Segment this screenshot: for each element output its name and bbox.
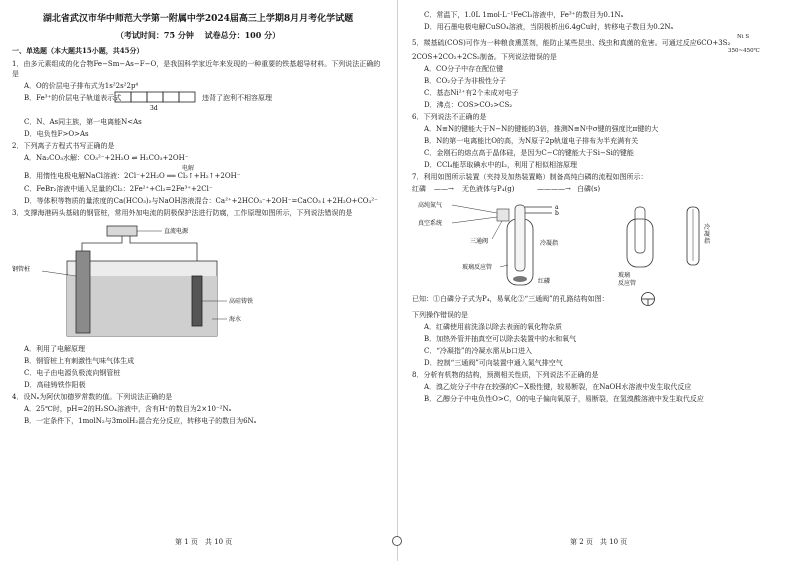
q7-option-b: B．加热外管并抽真空可以除去装置中的水和氧气 <box>424 335 577 343</box>
right-column <box>412 6 784 406</box>
left-column <box>12 6 384 428</box>
q7-ask: 下列操作错误的是 <box>412 311 468 319</box>
page-number-right: 第 2 页 共 10 页 <box>570 538 628 546</box>
electrolysis-condition: 电解 <box>182 165 195 172</box>
q2-option-d: D．等体积等物质的量浓度的Ca(HCO₃)₂与NaOH溶液混合：Ca²⁺+2HCO₃⁻+2OH⁻=CaCO₃↓+2H₂O+CO₃²⁻ <box>24 197 378 205</box>
q7-option-a: A．红磷使用前洗涤以除去表面的氧化物杂质 <box>424 323 563 331</box>
q6-stem: 6．下列说法不正确的是 <box>412 113 487 121</box>
q7-known <box>412 294 784 308</box>
cross-section-tube <box>627 219 653 267</box>
cold-finger <box>515 205 525 271</box>
tube2-label-line1: 玻璃 <box>618 272 631 279</box>
q6-option-a: A．N≡N的键能大于N−N的键能的3倍，推测N≡N中σ键的强度比π键的大 <box>424 125 659 133</box>
sea-label: 海水 <box>229 316 242 323</box>
q7-figure <box>412 199 784 291</box>
page-number-left: 第 1 页 共 10 页 <box>175 538 233 546</box>
gas-line <box>452 205 497 213</box>
q5-option-d: D．沸点：COS>CO₂>CS₂ <box>424 101 513 109</box>
power-label: 直流电源 <box>164 228 189 235</box>
flow-end: 白磷(s) <box>577 185 601 193</box>
orbital-diagram <box>114 91 199 111</box>
cold-finger-label: 冷凝指 <box>540 240 559 247</box>
q7-option-c: C．“冷凝指”的冷凝水需从b口进入 <box>424 347 532 355</box>
cross-section-finger <box>635 207 645 253</box>
vacuum-label: 真空系统 <box>418 220 443 227</box>
q3-option-d: D．高硅铸铁作阳极 <box>24 381 86 389</box>
gas-label: 高纯氮气 <box>418 202 443 209</box>
tube2-label-line2: 反应管 <box>618 280 637 287</box>
white-phosphorus-apparatus <box>412 199 784 291</box>
q3-option-c: C．电子由电源负极流向钢管桩 <box>24 369 121 377</box>
flow-start: 红磷 <box>412 185 426 193</box>
page-divider <box>397 0 398 561</box>
exam-info: （考试时间：75 分钟 试卷总分：100 分） <box>115 30 281 40</box>
orbital-label: 3d <box>150 105 158 111</box>
q3-option-b: B．钢管桩上有刺激性气味气体生成 <box>24 357 135 365</box>
inlet-a-label: a <box>555 204 559 211</box>
silicon-iron-anode <box>192 276 202 326</box>
q1-option-c: C．N、As同主族，第一电离能N<As <box>24 118 142 126</box>
q6-option-b: B．N的第一电离能比O的高，为N原子2p轨道电子排布为半充满有关 <box>424 137 639 145</box>
q4-option-c: C．常温下，1.0L 1mol·L⁻¹FeCl₃溶液中，Fe³⁺的数目为0.1Nₐ <box>424 11 624 19</box>
q3-option-a: A．利用了电解原理 <box>24 345 86 353</box>
q1-option-b <box>12 93 384 115</box>
q2-option-b-text: B．用惰性电极电解NaCl溶液：2Cl⁻+2H₂O ══ Cl₂↑+H₂↑+2OH⁻ <box>24 172 241 180</box>
orbital-box <box>163 92 179 102</box>
q5-option-a: A．CO分子中存在配位键 <box>424 65 504 73</box>
q7-stem: 7．利用如图所示装置（夹持及加热装置略）制备高纯白磷的流程如图所示： <box>412 173 648 181</box>
inlet-b-label: b <box>555 210 559 217</box>
cold2-label-c1: 冷 <box>704 224 711 231</box>
q4-stem: 4．设Nₐ为阿伏加德罗常数的值。下列说法正确的是 <box>12 393 173 401</box>
cathodic-protection-diagram <box>12 221 272 341</box>
binding-hole-icon <box>392 536 402 546</box>
q4-option-b: B．一定条件下，1molN₂与3molH₂混合充分反应，转移电子的数目为6Nₐ <box>24 417 257 425</box>
cold2-label-c3: 指 <box>704 238 711 245</box>
q1-option-b-label: B．Fe³⁺的价层电子轨道表示式 <box>24 94 122 102</box>
orbital-box <box>179 92 195 102</box>
q4-option-a: A．25℃时，pH=2的H₂SO₄溶液中，含有H⁺的数目为2×10⁻²Nₐ <box>24 405 232 413</box>
q1-option-a: A．O的价层电子排布式为1s²2s²2p⁴ <box>24 82 139 90</box>
q2-option-b <box>12 165 384 181</box>
q5-condition-top: Ni S <box>737 34 750 40</box>
q1-stem: 1．由多元素组成的化合物Fe−Sm−As−F−O，是我国科学家近年来发现的一种重要的铁基超导材料。下列说法正确的是 <box>12 60 381 78</box>
orbital-box <box>115 92 131 102</box>
q1-option-d: D．电负性F>O>As <box>24 130 89 138</box>
valve-structure-icon <box>640 291 656 307</box>
power-supply <box>107 226 137 236</box>
vacuum-line <box>452 217 497 223</box>
red-phosphorus <box>513 276 527 282</box>
q5-option-c: C．基态Ni²⁺有2个未成对电子 <box>424 89 519 97</box>
orbital-box <box>147 92 163 102</box>
tube2-label <box>618 271 636 287</box>
q7-known-text: 已知：①白磷分子式为P₄，易氧化②“三通阀”的孔路结构如图： <box>412 295 609 303</box>
q3-figure <box>12 221 384 341</box>
red-label: 红磷 <box>538 278 551 285</box>
q2-option-a: A．Na₂CO₃水解：CO₃²⁻+2H₂O ⇌ H₂CO₃+2OH⁻ <box>24 154 189 162</box>
iron-label: 高硅铸铁 <box>229 298 254 305</box>
pile-label: 钢管桩 <box>12 266 31 273</box>
valve-pointer <box>492 221 502 239</box>
page-title: 湖北省武汉市华中师范大学第一附属中学2024届高三上学期8月月考化学试题 <box>42 14 354 24</box>
q3-stem: 3．支撑海港码头基础的钢管桩，常用外加电流的阴极保护法进行防腐，工作原理如图所示，下列说法错误的是 <box>12 209 353 217</box>
q5-condition-bottom: 350~450℃ <box>728 48 760 54</box>
wire <box>82 236 122 251</box>
q5-stem-continued: 2COS+2CO₂+2CS₂制备。下列说法错误的是 <box>412 53 557 61</box>
section-heading: 一、单选题（本大题共15小题，共45分） <box>12 46 144 55</box>
steel-pile <box>76 251 90 333</box>
q6-option-d: D．CCl₄能萃取碘水中的I₂，利用了相似相溶原理 <box>424 161 577 169</box>
q8-option-a: A．溴乙烷分子中存在较强的C−X极性键，较易断裂，在NaOH水溶液中发生取代反应 <box>424 383 692 391</box>
q5-option-b: B．CO₂分子为非极性分子 <box>424 77 507 85</box>
tube-label: 玻璃反应管 <box>462 264 493 271</box>
q2-option-c: C．FeBr₂溶液中通入足量的Cl₂：2Fe²⁺+Cl₂=2Fe³⁺+2Cl⁻ <box>24 185 213 193</box>
q1-option-b-tail: 违背了泡利不相容原理 <box>202 94 272 102</box>
three-way-valve <box>497 209 509 221</box>
cold2-label-c2: 凝 <box>704 231 711 238</box>
flow-arrow-1: ——→ <box>434 185 454 193</box>
q7-option-d: D．控制“三通阀”可向装置中通入氮气排空气 <box>424 359 563 367</box>
cold2-label <box>704 223 712 245</box>
flow-arrow-2: ————→ <box>537 185 571 193</box>
q5-stem <box>412 34 784 54</box>
valve-label: 三通阀 <box>470 238 489 245</box>
orbital-box <box>131 92 147 102</box>
q6-option-c: C．金刚石的熔点高于晶体硅，是因为C−C的键能大于Si−Si的键能 <box>424 149 634 157</box>
q4-option-d: D．用石墨电极电解CuSO₄溶液，当阴极析出6.4gCu时，转移电子数目为0.2Nₐ <box>424 23 674 31</box>
flow-middle: 无色液体与P₄(g) <box>462 185 515 193</box>
q8-stem: 8．分析有机物的结构，预测相关性质，下列说法不正确的是 <box>412 371 599 379</box>
q7-flow <box>412 184 784 196</box>
q5-stem-text: 5．羰基硫(COS)可作为一种粮食熏蒸剂，能防止某些昆虫、线虫和真菌的危害。可通过反应6CO+3S₂ <box>412 39 731 47</box>
q2-stem: 2．下列离子方程式书写正确的是 <box>12 142 115 150</box>
q8-option-b: B．乙醇分子中电负性O>C，O的电子偏向氧原子，易断裂，在氢溴酸溶液中发生取代反应 <box>424 395 704 403</box>
